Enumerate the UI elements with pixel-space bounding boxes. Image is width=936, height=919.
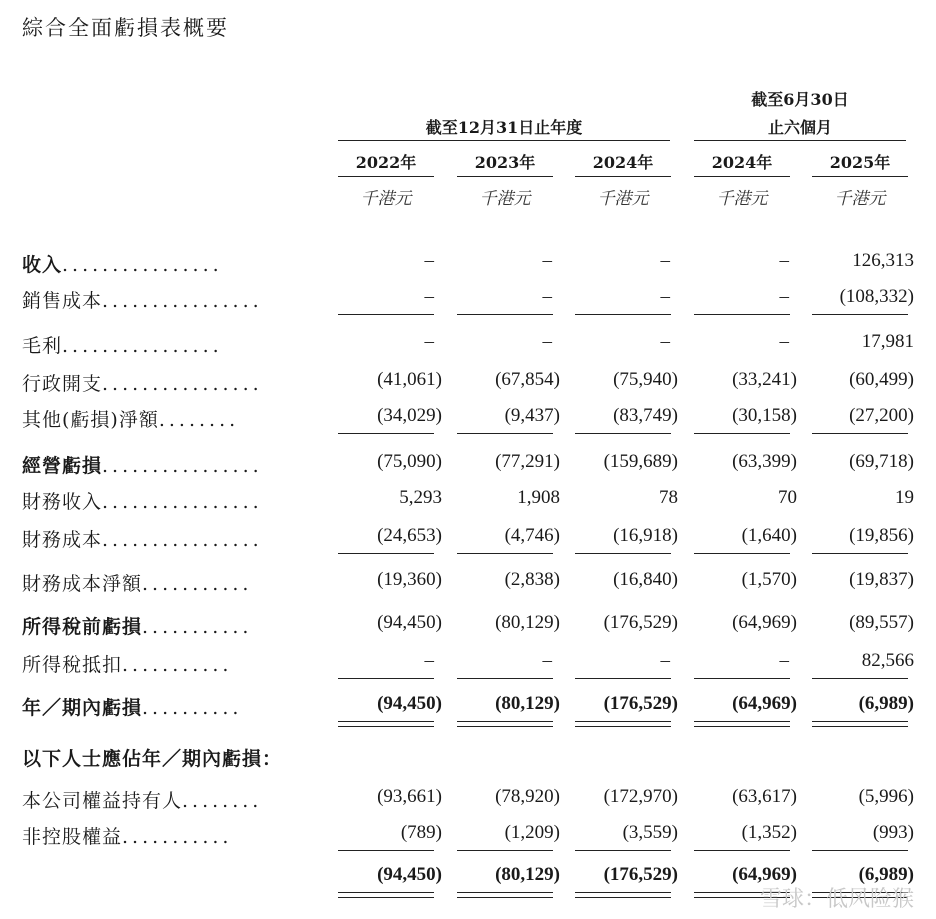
year-rule — [575, 176, 671, 177]
table-cell: (69,718) — [849, 451, 914, 472]
cell-double-underline — [575, 721, 671, 727]
cell-underline — [575, 433, 671, 434]
table-cell: (63,399) — [732, 451, 797, 472]
table-cell: (64,969) — [732, 693, 797, 714]
table-cell: – — [542, 650, 552, 671]
table-cell: – — [779, 250, 789, 271]
row-label-text: 本公司權益持有人 — [22, 790, 183, 812]
cell-underline — [694, 433, 790, 434]
cell-underline — [694, 314, 790, 315]
table-cell: (19,837) — [849, 569, 914, 590]
cell-underline — [575, 553, 671, 554]
table-cell: (172,970) — [603, 786, 678, 807]
table-cell: 82,566 — [861, 650, 914, 671]
table-cell: (75,940) — [613, 369, 678, 390]
table-cell: (67,854) — [495, 369, 560, 390]
table-cell: – — [660, 250, 670, 271]
year-header: 2023年 — [474, 153, 536, 172]
cell-double-underline — [694, 721, 790, 727]
cell-underline — [338, 314, 434, 315]
cell-underline — [338, 678, 434, 679]
page-title: 綜合全面虧損表概要 — [22, 16, 229, 40]
cell-double-underline — [338, 892, 434, 898]
table-cell: (19,856) — [849, 525, 914, 546]
cell-double-underline — [457, 892, 553, 898]
row-label-text: 所得稅抵扣 — [22, 654, 123, 676]
cell-double-underline — [812, 721, 908, 727]
unit-label: 千港元 — [360, 189, 412, 209]
leader-dots: ................ — [102, 373, 263, 395]
year-rule — [457, 176, 553, 177]
year-header: 2024年 — [711, 153, 773, 172]
table-cell: 19 — [895, 487, 914, 508]
table-cell: 17,981 — [861, 331, 914, 352]
table-cell: (3,559) — [622, 822, 678, 843]
row-label — [22, 693, 242, 720]
table-cell: (16,918) — [613, 525, 678, 546]
row-label — [22, 369, 263, 396]
row-label-text: 收入 — [22, 254, 63, 276]
cell-underline — [575, 850, 671, 851]
cell-underline — [694, 678, 790, 679]
unit-label: 千港元 — [834, 189, 886, 209]
table-cell: (80,129) — [495, 693, 560, 714]
leader-dots: ........... — [122, 654, 233, 676]
row-label — [22, 331, 223, 358]
unit-label: 千港元 — [479, 189, 531, 209]
unit-label: 千港元 — [597, 189, 649, 209]
row-label — [22, 822, 232, 849]
leader-dots: .......... — [142, 697, 243, 719]
header-annual-rule — [338, 140, 670, 141]
table-cell: (19,360) — [377, 569, 442, 590]
table-cell: (176,529) — [603, 612, 678, 633]
leader-dots: ........... — [142, 616, 253, 638]
header-annual-group: 截至12月31日止年度 — [425, 118, 583, 137]
cell-underline — [575, 678, 671, 679]
header-interim-rule — [694, 140, 906, 141]
table-cell: (789) — [400, 822, 442, 843]
table-cell: – — [660, 286, 670, 307]
row-label-text: 行政開支 — [22, 373, 103, 395]
cell-underline — [457, 850, 553, 851]
cell-underline — [338, 553, 434, 554]
row-label — [22, 786, 262, 813]
table-cell: 78 — [659, 487, 678, 508]
row-label-text: 其他(虧損)淨額 — [22, 409, 159, 431]
table-cell: (1,209) — [504, 822, 560, 843]
cell-underline — [812, 678, 908, 679]
table-cell: (993) — [872, 822, 914, 843]
table-cell: (6,989) — [858, 693, 914, 714]
leader-dots: ................ — [102, 455, 263, 477]
year-header: 2025年 — [829, 153, 891, 172]
table-cell: – — [542, 250, 552, 271]
table-cell: (77,291) — [495, 451, 560, 472]
table-cell: – — [542, 331, 552, 352]
row-label-text: 毛利 — [22, 335, 63, 357]
table-cell: – — [424, 650, 434, 671]
table-cell: – — [660, 331, 670, 352]
row-label — [22, 451, 263, 478]
table-cell: (24,653) — [377, 525, 442, 546]
row-label-text: 非控股權益 — [22, 826, 123, 848]
table-cell: (93,661) — [377, 786, 442, 807]
row-label — [22, 250, 223, 277]
table-cell: (30,158) — [732, 405, 797, 426]
table-cell: 126,313 — [852, 250, 914, 271]
cell-double-underline — [575, 892, 671, 898]
table-cell: (33,241) — [732, 369, 797, 390]
table-cell: (41,061) — [377, 369, 442, 390]
cell-underline — [812, 850, 908, 851]
row-label-text: 所得稅前虧損 — [22, 616, 143, 638]
table-cell: – — [542, 286, 552, 307]
table-cell: – — [779, 331, 789, 352]
row-label-text: 財務成本淨額 — [22, 573, 143, 595]
table-cell: (63,617) — [732, 786, 797, 807]
table-cell: 70 — [778, 487, 797, 508]
cell-underline — [694, 850, 790, 851]
table-cell: – — [660, 650, 670, 671]
leader-dots: ................ — [102, 529, 263, 551]
cell-underline — [457, 433, 553, 434]
table-cell: (108,332) — [839, 286, 914, 307]
table-cell: 1,908 — [517, 487, 560, 508]
year-header: 2024年 — [592, 153, 654, 172]
row-label — [22, 612, 252, 639]
table-cell: (64,969) — [732, 864, 797, 885]
table-cell: (5,996) — [858, 786, 914, 807]
watermark: 雪球：低风险猴 — [759, 887, 914, 912]
table-cell: (1,640) — [741, 525, 797, 546]
table-cell: 5,293 — [399, 487, 442, 508]
table-cell: (16,840) — [613, 569, 678, 590]
cell-underline — [457, 314, 553, 315]
table-cell: (94,450) — [377, 693, 442, 714]
table-cell: (27,200) — [849, 405, 914, 426]
leader-dots: ........ — [182, 790, 263, 812]
cell-double-underline — [457, 721, 553, 727]
cell-underline — [694, 553, 790, 554]
header-interim-line2: 止六個月 — [767, 118, 832, 137]
cell-underline — [575, 314, 671, 315]
row-label — [22, 744, 282, 771]
table-cell: (4,746) — [504, 525, 560, 546]
row-label — [22, 405, 239, 432]
table-cell: (75,090) — [377, 451, 442, 472]
leader-dots: ........... — [142, 573, 253, 595]
row-label-text: 財務收入 — [22, 491, 103, 513]
leader-dots: ................ — [62, 254, 223, 276]
year-rule — [338, 176, 434, 177]
row-label — [22, 569, 252, 596]
cell-underline — [457, 553, 553, 554]
table-cell: (1,570) — [741, 569, 797, 590]
row-label-text: 財務成本 — [22, 529, 103, 551]
table-cell: (1,352) — [741, 822, 797, 843]
table-cell: (80,129) — [495, 864, 560, 885]
table-cell: – — [779, 286, 789, 307]
cell-double-underline — [338, 721, 434, 727]
year-rule — [694, 176, 790, 177]
row-label — [22, 650, 232, 677]
table-cell: (78,920) — [495, 786, 560, 807]
table-cell: (34,029) — [377, 405, 442, 426]
row-label-text: 銷售成本 — [22, 290, 103, 312]
table-cell: (64,969) — [732, 612, 797, 633]
table-cell: (159,689) — [603, 451, 678, 472]
cell-underline — [812, 433, 908, 434]
table-cell: (6,989) — [858, 864, 914, 885]
unit-label: 千港元 — [716, 189, 768, 209]
row-label — [22, 525, 263, 552]
cell-underline — [812, 314, 908, 315]
cell-underline — [812, 553, 908, 554]
table-cell: – — [424, 331, 434, 352]
header-interim-line1: 截至6月30日 — [751, 90, 849, 109]
cell-underline — [457, 678, 553, 679]
table-cell: (94,450) — [377, 864, 442, 885]
table-cell: (60,499) — [849, 369, 914, 390]
row-label-text: 經營虧損 — [22, 455, 103, 477]
table-cell: (94,450) — [377, 612, 442, 633]
year-header: 2022年 — [355, 153, 417, 172]
row-label-text: 年／期內虧損 — [22, 697, 143, 719]
table-cell: – — [424, 250, 434, 271]
leader-dots: ................ — [102, 290, 263, 312]
leader-dots: ........... — [122, 826, 233, 848]
table-cell: (89,557) — [849, 612, 914, 633]
cell-underline — [338, 850, 434, 851]
table-cell: (80,129) — [495, 612, 560, 633]
row-label — [22, 286, 263, 313]
table-cell: (176,529) — [603, 864, 678, 885]
row-label-text: 以下人士應佔年／期內虧損： — [22, 748, 283, 770]
year-rule — [812, 176, 908, 177]
leader-dots: ........ — [158, 409, 240, 431]
table-cell: (176,529) — [603, 693, 678, 714]
leader-dots: ................ — [62, 335, 223, 357]
table-cell: (9,437) — [504, 405, 560, 426]
table-cell: – — [424, 286, 434, 307]
table-cell: (83,749) — [613, 405, 678, 426]
leader-dots: ................ — [102, 491, 263, 513]
table-cell: (2,838) — [504, 569, 560, 590]
table-cell: – — [779, 650, 789, 671]
cell-underline — [338, 433, 434, 434]
row-label — [22, 487, 263, 514]
